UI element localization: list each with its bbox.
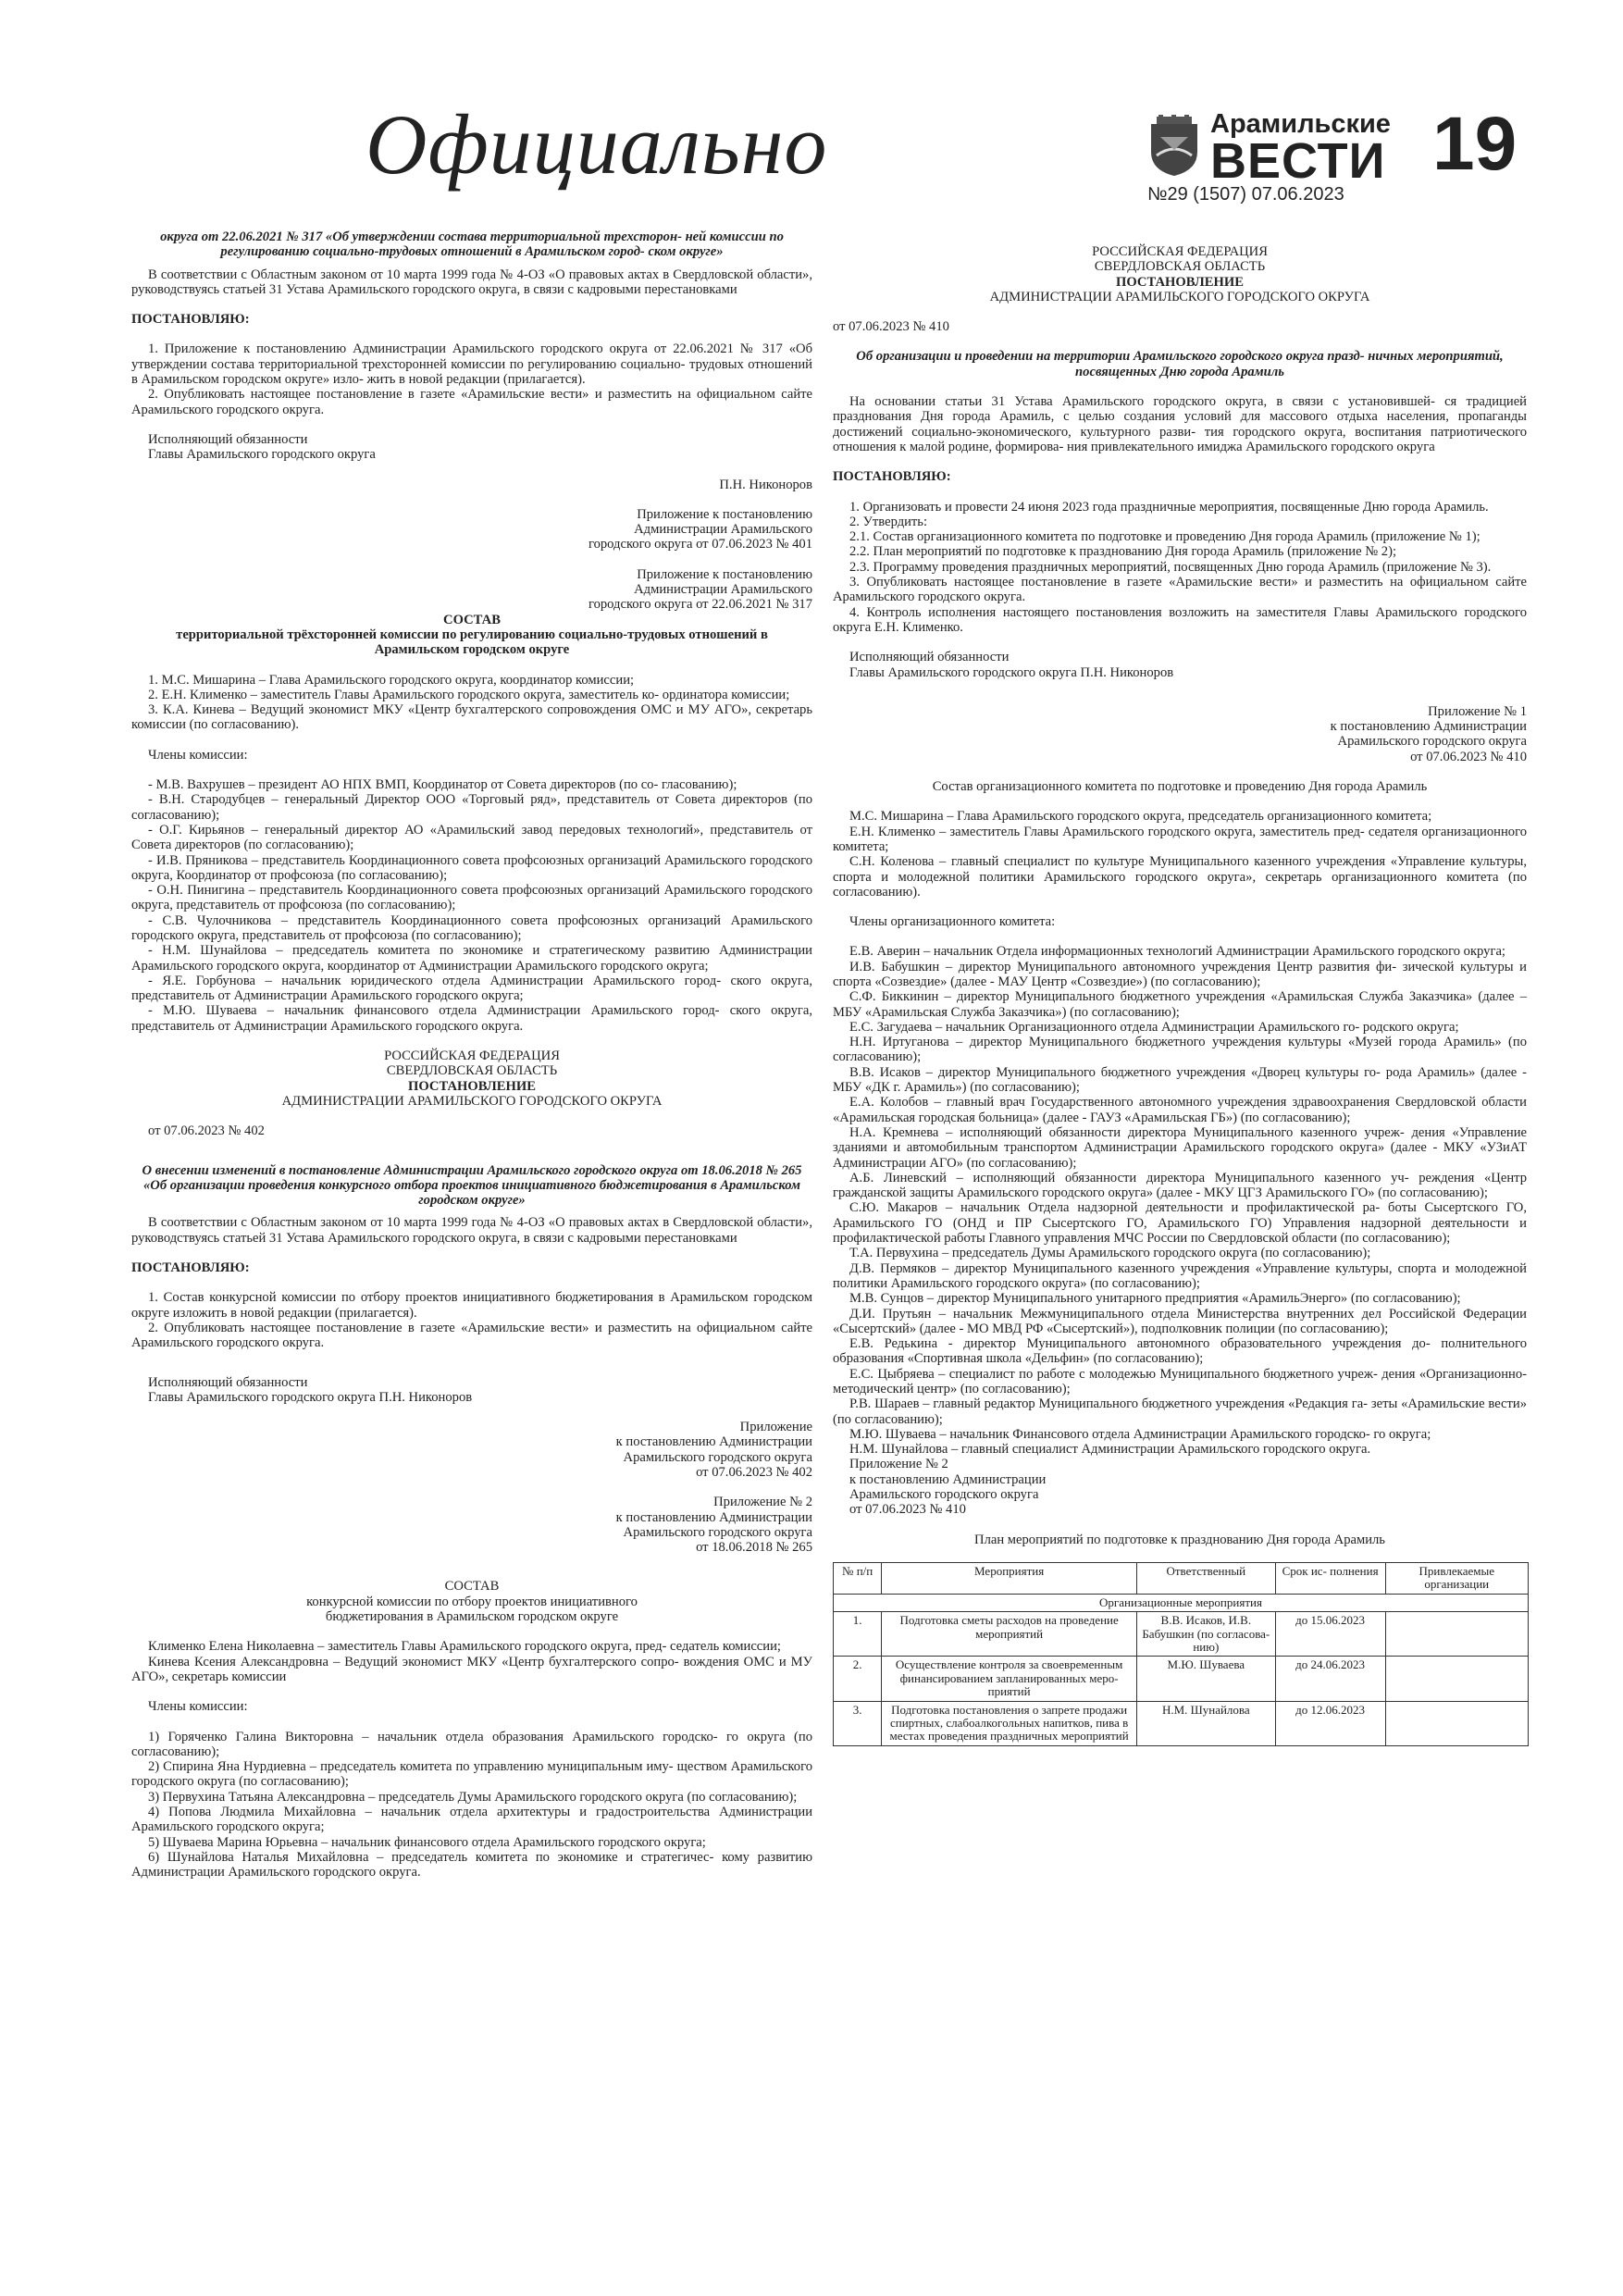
list-item: - С.В. Чулочникова – представитель Координационного совета профсоюзных организаций Арамильского городского округа, представитель от профсоюза (по согласованию); [131,912,812,943]
newspaper-logo [1147,109,1391,189]
acting-line: Главы Арамильского городского округа П.Н. Никоноров [849,664,1174,680]
page-number: 19 [1432,102,1518,186]
appendix-line: от 07.06.2023 № 410 [1410,749,1527,764]
decree-title: О внесении изменений в постановление Администрации Арамильского городского округа от 18.06.2018 № 265 «Об организации проведения конкурсного отбора проектов инициативного бюджетирования в Арамильском городском округе» [142,1162,802,1209]
decree-date: от 07.06.2023 № 402 [148,1123,265,1139]
list-item: Е.А. Колобов – главный врач Государственного автономного учреждения здравоохранения Свердловской области «Арамильская городская больница» (далее - ГАУЗ «Арамильская ГБ») (по согласованию); [833,1095,1527,1125]
composition-subtitle: территориальной трёхсторонней комиссии по регулированию социально-трудовых отношений в Арамильском городском округе [176,627,768,658]
column-header: Мероприятия [882,1562,1137,1594]
list-item: 1. Организовать и провести 24 июня 2023 года праздничные мероприятия, посвященные Дню города Арамиль. [849,499,1489,515]
list-item: А.Б. Линевский – исполняющий обязанности директора Муниципального казенного уч- реждения «Центр гражданской защиты Арамильского городского округа» (далее - МКУ ЦГЗ Арамильского ГО» (по согласованию); [833,1170,1527,1201]
list-item: - О.Н. Пинигина – представитель Координационного совета профсоюзных организаций Арамильского городского округа, представитель от профсоюза (по согласованию); [131,883,812,913]
table-cell: до 24.06.2023 [1275,1657,1385,1701]
logo-main-text: ВЕСТИ [1210,133,1386,189]
list-item: - Я.Е. Горбунова – начальник юридического отдела Администрации Арамильского город- ского округа, представитель от Администрации Арамильского городского округа; [131,973,812,1004]
paragraph: 2. Опубликовать настоящее постановление в газете «Арамильские вести» и разместить на официальном сайте Арамильского городского округа. [131,387,812,417]
table-cell [1385,1657,1529,1701]
list-item: - И.В. Пряникова – представитель Координационного совета профсоюзных организаций Арамильского городского округа, Координатор от профсоюза (по согласованию); [131,852,812,883]
header-line: РОССИЙСКАЯ ФЕДЕРАЦИЯ [1092,244,1268,259]
paragraph: На основании статьи 31 Устава Арамильского городского округа, в связи с установившей- ся традицией празднования Дня города Арамиль, с целью создания условий для массового отдыха населения, пропаганды достижений социально-экономического, культурного разви- тия городского округа, воспитания патриотического отношения к малой родине, формирова- ния привлекательного имиджа Арамильского городского округа [833,394,1527,454]
list-item: - М.Ю. Шуваева – начальник финансового отдела Администрации Арамильского город- ского округа, представитель от Администрации Арамильского городского округа. [131,1003,812,1034]
members-label: Члены комиссии: [148,1699,248,1715]
section-cell: Организационные мероприятия [834,1594,1529,1611]
paragraph: В соответствии с Областным законом от 10 марта 1999 года № 4-ОЗ «О правовых актах в Свердловской области», руководствуясь статьей 31 Устава Арамильского городского округа, в связи с кадровыми перестановками [131,1215,812,1246]
appendix-note [131,1420,812,1480]
appendix-line: Администрации Арамильского [634,522,812,538]
appendix-note [131,1495,812,1555]
appendix-line: к постановлению Администрации [615,1434,812,1450]
column-header: Срок ис- полнения [1275,1562,1385,1594]
table-cell: Подготовка постановления о запрете продажи спиртных, слабоалкогольных напитков, пива в местах проведения праздничных мероприятий [882,1701,1137,1745]
continued-title: округа от 22.06.2021 № 317 «Об утверждении состава территориальной трехсторон- ней комиссии по регулированию социально-трудовых отношений в Арамильском город- ском округе» [160,230,784,260]
appendix-line: Приложение № 2 [849,1457,948,1472]
acting-line: Исполняющий обязанности [148,431,308,447]
appendix-line: городского округа от 07.06.2023 № 401 [588,537,812,552]
list-item: Д.И. Прутьян – начальник Межмуниципального отдела Министерства внутренних дел Российской Федерации «Сысертский» (далее - МО МВД РФ «Сысертский»), подполковник полиции (по согласованию); [833,1306,1527,1336]
list-item: - О.Г. Кирьянов – генеральный директор АО «Арамильский завод передовых технологий», представитель от Совета директоров (по согласованию); [131,822,812,853]
list-item: 5) Шуваева Марина Юрьевна – начальник финансового отдела Арамильского городского округа; [148,1834,706,1850]
appendix-line: Арамильского городского округа [623,1449,812,1465]
header-line: ПОСТАНОВЛЕНИЕ [1116,274,1244,290]
appendix-line: Арамильского городского округа [849,1487,1039,1503]
list-item: М.В. Сунцов – директор Муниципального унитарного предприятия «АрамильЭнерго» (по согласованию); [849,1291,1461,1307]
decree-date: от 07.06.2023 № 410 [833,319,949,335]
decree-title: Об организации и проведении на территории Арамильского городского округа празд- ничных мероприятий, посвященных Дню города Арамиль [856,349,1504,379]
list-item: 3. К.А. Кинева – Ведущий экономист МКУ «Центр бухгалтерского сопровождения ОМС и МУ АГО», секретарь комиссии (по согласованию). [131,702,812,733]
appendix-line: от 18.06.2018 № 265 [696,1540,812,1556]
paragraph: В соответствии с Областным законом от 10 марта 1999 года № 4-ОЗ «О правовых актах в Свердловской области», руководствуясь статьей 31 Устава Арамильского городского округа, в связи с кадровыми перестановками [131,267,812,297]
members-label: Члены организационного комитета: [849,914,1056,930]
table-cell: 3. [834,1701,882,1745]
paragraph: 1. Состав конкурсной комиссии по отбору проектов инициативного бюджетирования в Арамильском городском округе изложить в новой редакции (прилагается). [131,1290,812,1321]
decree-word: ПОСТАНОВЛЯЮ: [131,312,250,328]
appendix-line: Приложение № 1 [1428,703,1527,719]
list-item: М.С. Мишарина – Глава Арамильского городского округа, председатель организационного комитета; [849,809,1432,825]
list-item: Клименко Елена Николаевна – заместитель Главы Арамильского городского округа, пред- седатель комиссии; [148,1639,781,1655]
composition-title: Состав организационного комитета по подготовке и проведению Дня города Арамиль [932,779,1428,795]
list-item: Н.А. Кремнева – исполняющий обязанности директора Муниципального казенного учреж- дения «Управление зданиями и автомобильным транспортом Администрации Арамильского городского округа» (далее - МКУ «УЗиАТ Администрации АГО» (по согласованию); [833,1124,1527,1171]
list-item: 2. Е.Н. Клименко – заместитель Главы Арамильского городского округа, заместитель ко- ординатора комиссии; [148,687,790,702]
composition-title: СОСТАВ [444,1579,500,1595]
decree-header [833,244,1527,304]
decree-word: ПОСТАНОВЛЯЮ: [833,469,951,485]
acting-line: Главы Арамильского городского округа П.Н. Никоноров [148,1389,473,1405]
table-row [834,1701,1529,1745]
list-item: Е.С. Загудаева – начальник Организационного отдела Администрации Арамильского го- родского округа; [849,1019,1459,1035]
column-header: Привлекаемые организации [1385,1562,1529,1594]
composition-title: СОСТАВ [443,612,501,627]
table-cell: 2. [834,1657,882,1701]
appendix-line: Приложение № 2 [713,1495,812,1510]
header-line: АДМИНИСТРАЦИИ АРАМИЛЬСКОГО ГОРОДСКОГО ОКРУГА [281,1093,663,1109]
list-item: Д.В. Пермяков – директор Муниципального казенного учреждения «Управление культуры, спорта и молодежной политики Арамильского городского округа» (по согласованию); [833,1260,1527,1291]
list-item: Т.А. Первухина – председатель Думы Арамильского городского округа (по согласованию); [849,1246,1371,1261]
table-cell [1385,1612,1529,1657]
header-line: АДМИНИСТРАЦИИ АРАМИЛЬСКОГО ГОРОДСКОГО ОКРУГА [989,289,1370,304]
list-item: Е.В. Аверин – начальник Отдела информационных технологий Администрации Арамильского городского округа; [849,944,1505,960]
list-item: С.Н. Коленова – главный специалист по культуре Муниципального казенного учреждения «Управление культуры, спорта и молодежной политики Арамильского городского округа», секретарь организационного комитета (по согласованию). [833,854,1527,900]
list-item: Е.С. Цыбряева – специалист по работе с молодежью Муниципального бюджетного учреж- дения «Организационно-методический центр» (по согласованию); [833,1366,1527,1396]
list-item: С.Ю. Макаров – начальник Отдела надзорной деятельности и профилактической ра- боты Сысертского ГО, Арамильского ГО (ОНД и ПР Сысертского ГО, Арамильского ГО) Управления надзорной деятельности и профилактической работы Главного управления МЧС России по Свердловской области (по согласованию); [833,1200,1527,1247]
list-item: 3) Первухина Татьяна Александровна – председатель Думы Арамильского городского округа (по согласованию); [148,1789,798,1805]
table-cell: Н.М. Шунайлова [1136,1701,1275,1745]
list-item: 1) Горяченко Галина Викторовна – начальник отдела образования Арамильского городско- го округа (по согласованию); [131,1729,812,1759]
header-line: РОССИЙСКАЯ ФЕДЕРАЦИЯ [384,1049,560,1064]
appendix-line: Приложение к постановлению [637,506,812,522]
list-item: Кинева Ксения Александровна – Ведущий экономист МКУ «Центр бухгалтерского сопро- вождения ОМС и МУ АГО», секретарь комиссии [131,1654,812,1684]
list-item: - В.Н. Стародубцев – генеральный Директор ООО «Торговый ряд», представитель от Совета директоров (по согласованию); [131,792,812,823]
coat-of-arms-icon [1147,115,1201,178]
table-cell: В.В. Исаков, И.В. Бабушкин (по согласова- нию) [1136,1612,1275,1657]
appendix-line: Администрации Арамильского [634,582,812,598]
list-item: 6) Шунайлова Наталья Михайловна – председатель комитета по экономике и стратегичес- кому развитию Администрации Арамильского городского округа. [131,1849,812,1880]
list-item: 2.3. Программу проведения праздничных мероприятий, посвященных Дню города Арамиль (приложение № 3). [849,559,1492,575]
list-item: - М.В. Вахрушев – президент АО НПХ ВМП, Координатор от Совета директоров (по со- гласованию); [148,777,737,793]
list-item: 2) Спирина Яна Нурдиевна – председатель комитета по управлению муниципальным иму- ществом Арамильского городского округа (по согласованию); [131,1759,812,1790]
appendix-note [833,1457,1527,1517]
appendix-note [131,567,812,613]
list-item: Е.Н. Клименко – заместитель Главы Арамильского городского округа, заместитель пред- седателя организационного комитета; [833,824,1527,854]
list-item: 2. Утвердить: [849,514,928,529]
appendix-line: городского округа от 22.06.2021 № 317 [588,597,812,613]
list-item: Н.М. Шунайлова – главный специалист Администрации Арамильского городского округа. [849,1442,1371,1458]
left-column [131,230,812,1880]
composition-subtitle: бюджетирования в Арамильском городском округе [325,1609,619,1625]
table-cell: до 15.06.2023 [1275,1612,1385,1657]
appendix-line: от 07.06.2023 № 402 [696,1465,812,1480]
appendix-line: к постановлению Администрации [849,1471,1047,1487]
appendix-line: Арамильского городского округа [623,1524,812,1540]
table-section-row [834,1594,1529,1611]
header-line: СВЕРДЛОВСКАЯ ОБЛАСТЬ [386,1063,558,1079]
masthead [0,0,1623,213]
decree-header [131,1049,812,1109]
paragraph: 1. Приложение к постановлению Администрации Арамильского городского округа от 22.06.2021 № 317 «Об утверждении состава территориальной трехсторонней комиссии по регулированию социально- трудовых отношений в Арамильском городском округе» изло- жить в новой редакции (прилагается). [131,341,812,388]
column-header: Ответственный [1136,1562,1275,1594]
appendix-line: к постановлению Администрации [615,1509,812,1525]
acting-line: Главы Арамильского городского округа [148,447,376,463]
decree-word: ПОСТАНОВЛЯЮ: [131,1260,250,1276]
list-item: С.Ф. Биккинин – директор Муниципального бюджетного учреждения «Арамильская Служба Заказчика» (далее – МБУ «Арамильская Служба Заказчика») (по согласованию); [833,989,1527,1020]
list-item: 1. М.С. Мишарина – Глава Арамильского городского округа, координатор комиссии; [148,672,635,688]
table-header-row [834,1562,1529,1594]
list-item: И.В. Бабушкин – директор Муниципального автономного учреждения Центр развития фи- зической культуры и спорта «Созвездие» (далее - МАУ Центр «Созвездие») (по согласованию); [833,959,1527,989]
table-cell: Подготовка сметы расходов на проведение мероприятий [882,1612,1137,1657]
acting-line: Исполняющий обязанности [148,1374,308,1390]
plan-table [833,1562,1529,1746]
list-item: 4. Контроль исполнения настоящего постановления возложить на заместителя Главы Арамильского городского округа Е.Н. Клименко. [833,604,1527,635]
list-item: В.В. Исаков – директор Муниципального бюджетного учреждения «Дворец культуры го- рода Арамиль» (далее - МБУ «ДК г. Арамиль») (по согласованию); [833,1064,1527,1096]
plan-title: План мероприятий по подготовке к празднованию Дня города Арамиль [974,1532,1385,1547]
list-item: 2.2. План мероприятий по подготовке к празднованию Дня города Арамиль (приложение № 2); [849,544,1397,560]
table-cell: Осуществление контроля за своевременным финансированием запланированных меро- приятий [882,1657,1137,1701]
members-label: Члены комиссии: [148,747,248,763]
section-title: Официально [365,97,828,192]
appendix-line: от 07.06.2023 № 410 [849,1502,966,1518]
list-item: М.Ю. Шуваева – начальник Финансового отдела Администрации Арамильского городско- го округа; [849,1426,1431,1442]
appendix-line: Арамильского городского округа [1337,734,1527,750]
appendix-line: Приложение [739,1420,812,1435]
issue-info: №29 (1507) 07.06.2023 [1147,184,1344,205]
list-item: Н.Н. Иртуганова – директор Муниципального бюджетного учреждения культуры «Музей города Арамиль» (по согласованию); [833,1035,1527,1065]
table-row [834,1657,1529,1701]
appendix-note [833,704,1527,764]
table-cell [1385,1701,1529,1745]
list-item: Р.В. Шараев – главный редактор Муниципального бюджетного учреждения «Редакция га- зеты «Арамильские вести» (по согласованию); [833,1396,1527,1427]
list-item: - Н.М. Шунайлова – председатель комитета по экономике и стратегическому развитию Администрации Арамильского городского округа, координатор от Администрации Арамильского городского округа; [131,943,812,974]
list-item: 3. Опубликовать настоящее постановление в газете «Арамильские вести» и разместить на официальном сайте Арамильского городского округа. [833,575,1527,605]
composition-subtitle: конкурсной комиссии по отбору проектов инициативного [306,1594,638,1609]
column-header: № п/п [834,1562,882,1594]
table-cell: 1. [834,1612,882,1657]
list-item: 2.1. Состав организационного комитета по подготовке и проведению Дня города Арамиль (приложение № 1); [849,529,1481,545]
list-item: 4) Попова Людмила Михайловна – начальник отдела архитектуры и градостроительства Администрации Арамильского городского округа; [131,1805,812,1835]
logo-top-text: Арамильские [1210,109,1391,139]
header-line: СВЕРДЛОВСКАЯ ОБЛАСТЬ [1094,259,1266,275]
table-row [834,1612,1529,1657]
appendix-line: Приложение к постановлению [637,566,812,582]
signature: П.Н. Никоноров [719,477,812,492]
paragraph: 2. Опубликовать настоящее постановление в газете «Арамильские вести» и разместить на официальном сайте Арамильского городского округа. [131,1320,812,1351]
list-item: Е.В. Редькина - директор Муниципального автономного образовательного учреждения до- полнительного образования «Спортивная школа «Дельфин» (по согласованию); [833,1336,1527,1367]
table-cell: до 12.06.2023 [1275,1701,1385,1745]
right-column [833,230,1527,1746]
appendix-line: к постановлению Администрации [1330,719,1527,735]
appendix-note [131,507,812,552]
table-cell: М.Ю. Шуваева [1136,1657,1275,1701]
acting-line: Исполняющий обязанности [849,650,1010,665]
header-line: ПОСТАНОВЛЕНИЕ [408,1078,536,1094]
